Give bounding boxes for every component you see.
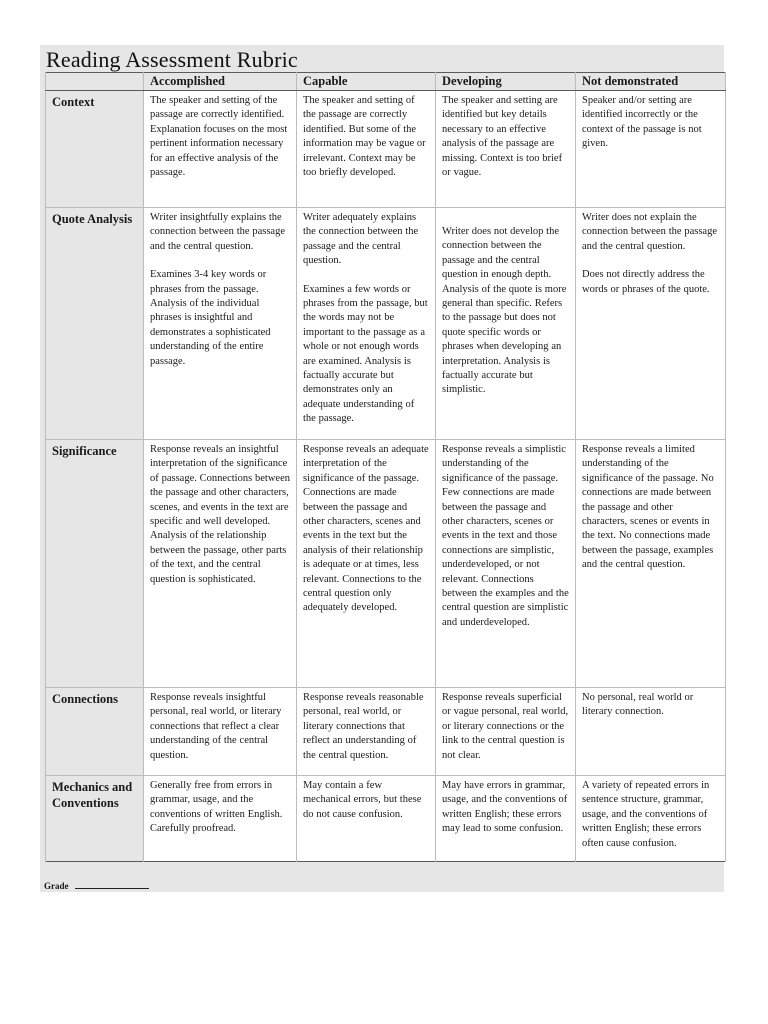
criteria-cell — [576, 440, 726, 688]
criteria-cell — [576, 688, 726, 776]
cell-text: Response reveals insightful personal, real world, or literary connections that reflect a clear understanding of the central question. — [150, 692, 282, 761]
criteria-cell — [297, 91, 436, 208]
criteria-cell — [144, 688, 297, 776]
row-category: Significance — [46, 440, 144, 688]
criteria-cell — [576, 91, 726, 208]
cell-text: Response reveals an insightful interpretation of the significance of passage. Connections between the passage and other characters, scenes, and events in the text are specific and well developed. Analysis of the relationship between the passage, other parts of the text, and the central question is sophisticated. — [150, 444, 290, 585]
row-context — [46, 91, 726, 208]
row-category: Connections — [46, 688, 144, 776]
cell-text: A variety of repeated errors in sentence structure, grammar, usage, and the conventions of written English; these errors often cause confusion. — [582, 780, 710, 849]
header-capable: Capable — [297, 73, 436, 91]
criteria-cell — [297, 208, 436, 440]
cell-text: Examines 3-4 key words or phrases from the passage. Analysis of the individual phrases is insightful and demonstrates a sophisticated understanding of the entire passage. — [150, 269, 271, 367]
cell-text: The speaker and setting are identified but key details necessary to an effective analysis of the passage are missing. Context is too brief or vague. — [442, 95, 563, 179]
row-category: Mechanics and Conventions — [46, 776, 144, 862]
header-accomplished: Accomplished — [144, 73, 297, 91]
criteria-cell — [297, 776, 436, 862]
rubric-table — [45, 72, 726, 862]
header-developing: Developing — [436, 73, 576, 91]
cell-text: Writer does not explain the connection between the passage and the central question. — [582, 212, 718, 252]
grade-blank-line[interactable] — [75, 879, 149, 889]
criteria-cell — [436, 776, 576, 862]
criteria-cell — [436, 688, 576, 776]
row-quote-analysis — [46, 208, 726, 440]
cell-text: Response reveals an adequate interpretation of the significance of the passage. Connections are made between the passage and other characters, scenes and events in the text but the analysis of their relationship is adequate or at times, less relevant. Connections to the central question only adequately developed. — [303, 444, 429, 614]
criteria-cell — [144, 208, 297, 440]
cell-text: Generally free from errors in grammar, usage, and the conventions of written English. Carefully proofread. — [150, 780, 283, 835]
criteria-cell — [297, 688, 436, 776]
cell-text: Writer insightfully explains the connection between the passage and the central question. — [150, 212, 286, 252]
row-category: Quote Analysis — [46, 208, 144, 440]
cell-text: Speaker and/or setting are identified incorrectly or the context of the passage is not given. — [582, 95, 702, 150]
row-connections — [46, 688, 726, 776]
criteria-cell — [436, 208, 576, 440]
cell-text: Writer adequately explains the connection between the passage and the central question. — [303, 212, 419, 267]
cell-text: Writer does not develop the connection between the passage and the central question in enough depth. Analysis of the quote is more general than specific. Refers to the passage but does not quote specific words or phrases when developing an interpretation. Analysis is factually accurate but simplistic. — [442, 226, 567, 396]
cell-text: Response reveals reasonable personal, real world, or literary connections that reflect an understanding of the central question. — [303, 692, 424, 761]
cell-text: Response reveals a limited understanding of the significance of the passage. No connections are made between the passage and other characters, scenes or events in the text. No connections made between the passage, examples and the central question. — [582, 444, 714, 571]
cell-text: The speaker and setting of the passage are correctly identified. But some of the information may be vague or irrelevant. Context may be too briefly developed. — [303, 95, 426, 179]
cell-text: No personal, real world or literary connection. — [582, 692, 694, 718]
cell-text: The speaker and setting of the passage are correctly identified. Explanation focuses on the most pertinent information necessary for an effective analysis of the passage. — [150, 95, 288, 179]
row-category: Context — [46, 91, 144, 208]
cell-text: Response reveals a simplistic understanding of the significance of the passage. Few connections are made between the passage and other characters, scenes or events in the text and those connections are simplistic, underdeveloped, or not relevant. Connections between the examples and the central question are simplistic and underdeveloped. — [442, 444, 569, 628]
header-row — [46, 73, 726, 91]
grade-label: Grade — [44, 881, 69, 891]
criteria-cell — [576, 208, 726, 440]
criteria-cell — [144, 776, 297, 862]
criteria-cell — [144, 440, 297, 688]
grade-field — [44, 879, 149, 891]
cell-text: May contain a few mechanical errors, but these do not cause confusion. — [303, 780, 422, 820]
header-corner — [46, 73, 144, 91]
criteria-cell — [576, 776, 726, 862]
header-not-demonstrated: Not demonstrated — [576, 73, 726, 91]
criteria-cell — [436, 440, 576, 688]
criteria-cell — [297, 440, 436, 688]
cell-text: Response reveals superficial or vague personal, real world, or literary connections or the link to the central question is not clear. — [442, 692, 569, 761]
cell-text: Examines a few words or phrases from the passage, but the words may not be important to the passage as a whole or not enough words are examined. Analysis is factually accurate but demonstrates only an adequate understanding of the passage. — [303, 283, 428, 425]
page-title: Reading Assessment Rubric — [46, 47, 298, 72]
criteria-cell — [436, 91, 576, 208]
cell-text: May have errors in grammar, usage, and the conventions of written English; these errors may lead to some confusion. — [442, 780, 568, 835]
row-mechanics-and-conventions — [46, 776, 726, 862]
row-significance — [46, 440, 726, 688]
cell-text: Does not directly address the words or phrases of the quote. — [582, 269, 710, 295]
criteria-cell — [144, 91, 297, 208]
